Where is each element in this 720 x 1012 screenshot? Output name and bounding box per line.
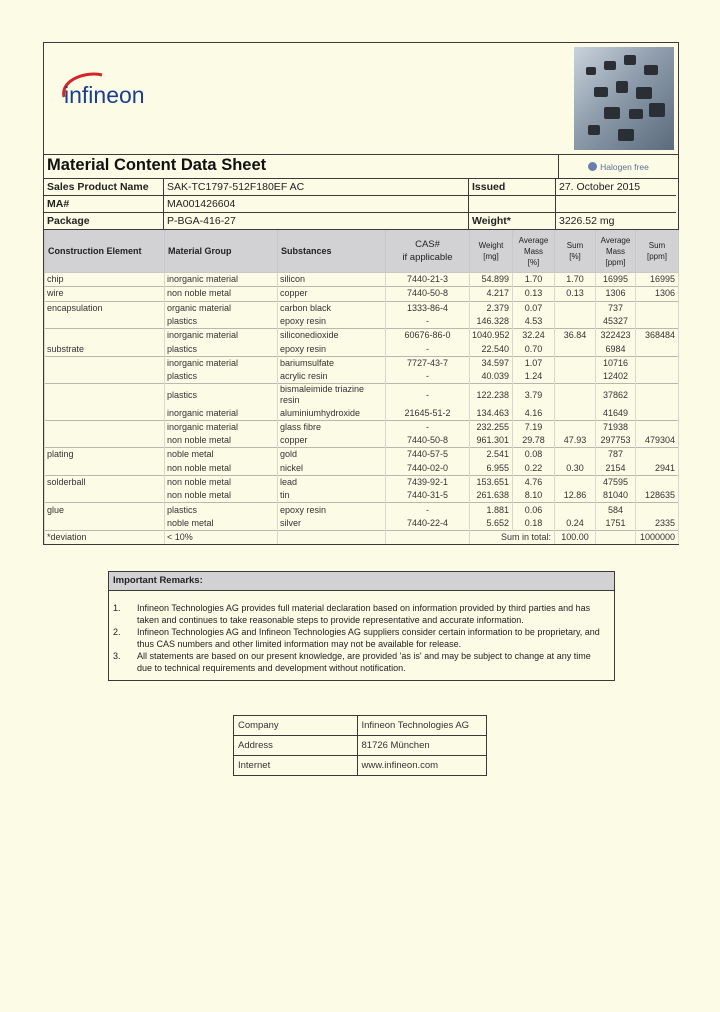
cell-construction-element bbox=[45, 384, 165, 407]
cell-sum-ppm: 16995 bbox=[636, 273, 679, 287]
cell-sum-pct: 47.93 bbox=[555, 434, 596, 448]
cell-average-mass-ppm: 41649 bbox=[596, 406, 636, 420]
cell-construction-element bbox=[45, 356, 165, 370]
cell-weight-mg: 146.328 bbox=[470, 315, 513, 329]
cell-sum-pct bbox=[555, 475, 596, 489]
cell-sum-ppm bbox=[636, 342, 679, 356]
remark-item bbox=[113, 650, 608, 674]
cell-average-mass-ppm: 47595 bbox=[596, 475, 636, 489]
blank-cell bbox=[556, 196, 676, 213]
cell-material-group: plastics bbox=[165, 342, 278, 356]
cell-cas-number: 60676-86-0 bbox=[386, 329, 470, 343]
cell-substance: acrylic resin bbox=[278, 370, 386, 384]
remark-number: 3. bbox=[113, 651, 121, 661]
cell-average-mass-pct: 0.07 bbox=[513, 301, 555, 315]
cell-construction-element bbox=[45, 434, 165, 448]
table-row bbox=[45, 356, 679, 370]
remarks-heading: Important Remarks: bbox=[109, 572, 614, 591]
cell-cas-number: - bbox=[386, 342, 470, 356]
address-label: Address bbox=[234, 736, 357, 756]
cell-weight-mg: 34.597 bbox=[470, 356, 513, 370]
cell-average-mass-ppm: 584 bbox=[596, 503, 636, 517]
table-row bbox=[45, 273, 679, 287]
cell-substance: epoxy resin bbox=[278, 503, 386, 517]
logo-text: infineon bbox=[64, 82, 145, 108]
cell-construction-element bbox=[45, 406, 165, 420]
cell-substance: lead bbox=[278, 475, 386, 489]
cell-material-group: non noble metal bbox=[165, 287, 278, 301]
cell-sum-ppm: 128635 bbox=[636, 489, 679, 503]
cell-substance: nickel bbox=[278, 462, 386, 476]
cell-average-mass-pct: 3.79 bbox=[513, 384, 555, 407]
weight-label: Weight* bbox=[469, 213, 556, 229]
remark-text: All statements are based on our present knowledge, are provided 'as is' and may be subject to change at any time due to technical requirements and development without notification. bbox=[137, 651, 591, 673]
cell-substance: aluminiumhydroxide bbox=[278, 406, 386, 420]
cell-material-group: noble metal bbox=[165, 448, 278, 462]
cell-construction-element: solderball bbox=[45, 475, 165, 489]
table-row bbox=[45, 315, 679, 329]
header bbox=[44, 43, 678, 155]
sum-total-pct: 100.00 bbox=[555, 531, 596, 545]
cell-cas-number: 7440-22-4 bbox=[386, 517, 470, 531]
cell-average-mass-ppm: 2154 bbox=[596, 462, 636, 476]
issued-date: 27. October 2015 bbox=[556, 179, 676, 196]
remark-number: 1. bbox=[113, 603, 121, 613]
cell-weight-mg: 2.379 bbox=[470, 301, 513, 315]
company-info bbox=[233, 715, 487, 776]
company-name: Infineon Technologies AG bbox=[357, 716, 486, 736]
cell-substance: glass fibre bbox=[278, 420, 386, 434]
cell-weight-mg: 22.540 bbox=[470, 342, 513, 356]
remark-item bbox=[113, 626, 608, 650]
cell-weight-mg: 54.899 bbox=[470, 273, 513, 287]
cell-material-group: plastics bbox=[165, 370, 278, 384]
cell-cas-number: 7727-43-7 bbox=[386, 356, 470, 370]
deviation-value: < 10% bbox=[165, 531, 278, 545]
table-footer bbox=[45, 531, 679, 545]
cell-sum-ppm bbox=[636, 356, 679, 370]
cell-construction-element bbox=[45, 489, 165, 503]
cell-average-mass-ppm: 71938 bbox=[596, 420, 636, 434]
table-row bbox=[45, 406, 679, 420]
cell-average-mass-pct: 4.16 bbox=[513, 406, 555, 420]
company-row bbox=[234, 716, 486, 736]
sales-product-name: SAK-TC1797-512F180EF AC bbox=[164, 179, 469, 196]
cell-sum-pct: 0.13 bbox=[555, 287, 596, 301]
cell-average-mass-pct: 7.19 bbox=[513, 420, 555, 434]
cell-weight-mg: 122.238 bbox=[470, 384, 513, 407]
cell-sum-pct bbox=[555, 342, 596, 356]
cell-cas-number: 7440-50-8 bbox=[386, 287, 470, 301]
cell-weight-mg: 5.652 bbox=[470, 517, 513, 531]
cell-cas-number: 7440-21-3 bbox=[386, 273, 470, 287]
cell-construction-element: wire bbox=[45, 287, 165, 301]
cell-average-mass-ppm: 45327 bbox=[596, 315, 636, 329]
cell-material-group: inorganic material bbox=[165, 356, 278, 370]
cell-sum-ppm bbox=[636, 315, 679, 329]
remark-text: Infineon Technologies AG and Infineon Technologies AG suppliers consider certain information to be proprietary, and thus CAS numbers and other limited information may not be available for release. bbox=[137, 627, 600, 649]
title-row bbox=[44, 155, 678, 179]
ma-label: MA# bbox=[44, 196, 164, 213]
cell-material-group: inorganic material bbox=[165, 273, 278, 287]
cell-weight-mg: 261.638 bbox=[470, 489, 513, 503]
cell-average-mass-pct: 8.10 bbox=[513, 489, 555, 503]
cell-sum-ppm: 2941 bbox=[636, 462, 679, 476]
table-body bbox=[45, 273, 679, 531]
cell-average-mass-pct: 0.06 bbox=[513, 503, 555, 517]
remark-text: Infineon Technologies AG provides full material declaration based on information provided by third parties and has taken and continues to take reasonable steps to provide representative and accurate information. bbox=[137, 603, 591, 625]
cell-average-mass-pct: 0.22 bbox=[513, 462, 555, 476]
table-row bbox=[45, 462, 679, 476]
deviation-label: *deviation bbox=[45, 531, 165, 545]
product-info bbox=[44, 179, 678, 230]
cell-sum-pct bbox=[555, 503, 596, 517]
cell-substance: carbon black bbox=[278, 301, 386, 315]
remark-item bbox=[113, 602, 608, 626]
weight-value: 3226.52 mg bbox=[559, 215, 615, 227]
cell-weight-mg: 1040.952 bbox=[470, 329, 513, 343]
cell-material-group: inorganic material bbox=[165, 420, 278, 434]
cell-sum-pct bbox=[555, 448, 596, 462]
cell-average-mass-ppm: 1306 bbox=[596, 287, 636, 301]
cell-weight-mg: 961.301 bbox=[470, 434, 513, 448]
cell-average-mass-pct: 0.13 bbox=[513, 287, 555, 301]
table-row bbox=[45, 448, 679, 462]
cell-cas-number: - bbox=[386, 315, 470, 329]
ma-number: MA001426604 bbox=[164, 196, 469, 213]
col-sum-ppm: Sum [ppm] bbox=[636, 230, 679, 273]
cell-substance: copper bbox=[278, 287, 386, 301]
halogen-free-label: Halogen free bbox=[600, 161, 649, 172]
address-value: 81726 München bbox=[357, 736, 486, 756]
table-row bbox=[45, 329, 679, 343]
cell-weight-mg: 153.651 bbox=[470, 475, 513, 489]
cell-substance: bismaleimide triazine resin bbox=[278, 384, 386, 407]
cell-sum-ppm bbox=[636, 475, 679, 489]
cell-material-group: non noble metal bbox=[165, 434, 278, 448]
cell-construction-element bbox=[45, 370, 165, 384]
cell-sum-ppm: 2335 bbox=[636, 517, 679, 531]
cell-weight-mg: 4.217 bbox=[470, 287, 513, 301]
sum-total-label: Sum in total: bbox=[470, 531, 555, 545]
cell-sum-pct bbox=[555, 301, 596, 315]
col-construction-element: Construction Element bbox=[45, 230, 165, 273]
cell-average-mass-ppm: 6984 bbox=[596, 342, 636, 356]
cell-substance: gold bbox=[278, 448, 386, 462]
sum-total-ppm: 1000000 bbox=[636, 531, 679, 545]
cell-average-mass-ppm: 737 bbox=[596, 301, 636, 315]
cell-average-mass-ppm: 16995 bbox=[596, 273, 636, 287]
cell-average-mass-ppm: 297753 bbox=[596, 434, 636, 448]
cell-construction-element bbox=[45, 315, 165, 329]
col-cas: CAS# if applicable bbox=[386, 230, 470, 273]
cell-cas-number: - bbox=[386, 370, 470, 384]
table-row bbox=[45, 287, 679, 301]
cell-substance: siliconedioxide bbox=[278, 329, 386, 343]
cell-sum-ppm bbox=[636, 384, 679, 407]
remark-number: 2. bbox=[113, 627, 121, 637]
cell-construction-element: glue bbox=[45, 503, 165, 517]
page-title: Material Content Data Sheet bbox=[47, 156, 267, 174]
table-row bbox=[45, 434, 679, 448]
table-row bbox=[45, 301, 679, 315]
cell-construction-element: plating bbox=[45, 448, 165, 462]
cell-weight-mg: 2.541 bbox=[470, 448, 513, 462]
cell-cas-number: - bbox=[386, 503, 470, 517]
cell-material-group: noble metal bbox=[165, 517, 278, 531]
cell-weight-mg: 1.881 bbox=[470, 503, 513, 517]
cell-sum-ppm bbox=[636, 370, 679, 384]
cell-construction-element: chip bbox=[45, 273, 165, 287]
internet-row bbox=[234, 756, 486, 776]
cell-sum-pct bbox=[555, 370, 596, 384]
cell-average-mass-pct: 1.07 bbox=[513, 356, 555, 370]
cell-sum-ppm: 1306 bbox=[636, 287, 679, 301]
cell-substance: silver bbox=[278, 517, 386, 531]
table-row bbox=[45, 503, 679, 517]
cell-sum-pct bbox=[555, 384, 596, 407]
product-image bbox=[574, 47, 674, 150]
cell-material-group: inorganic material bbox=[165, 406, 278, 420]
cell-average-mass-pct: 29.78 bbox=[513, 434, 555, 448]
cell-weight-mg: 40.039 bbox=[470, 370, 513, 384]
cell-sum-ppm bbox=[636, 503, 679, 517]
cell-weight-mg: 134.463 bbox=[470, 406, 513, 420]
table-row bbox=[45, 489, 679, 503]
cell-cas-number: 7439-92-1 bbox=[386, 475, 470, 489]
cell-cas-number: 7440-02-0 bbox=[386, 462, 470, 476]
cell-construction-element bbox=[45, 420, 165, 434]
cell-cas-number: - bbox=[386, 420, 470, 434]
cell-sum-pct: 36.84 bbox=[555, 329, 596, 343]
cell-sum-pct bbox=[555, 356, 596, 370]
cell-construction-element: encapsulation bbox=[45, 301, 165, 315]
cell-average-mass-ppm: 81040 bbox=[596, 489, 636, 503]
blank-cell bbox=[386, 531, 470, 545]
cell-substance: silicon bbox=[278, 273, 386, 287]
issued-label: Issued bbox=[469, 179, 556, 196]
col-sum-pct: Sum [%] bbox=[555, 230, 596, 273]
cell-average-mass-pct: 0.08 bbox=[513, 448, 555, 462]
cell-material-group: plastics bbox=[165, 384, 278, 407]
table-row bbox=[45, 384, 679, 407]
cell-sum-pct bbox=[555, 406, 596, 420]
cell-material-group: inorganic material bbox=[165, 329, 278, 343]
col-average-mass-ppm: Average Mass [ppm] bbox=[596, 230, 636, 273]
cell-sum-ppm: 368484 bbox=[636, 329, 679, 343]
cell-material-group: organic material bbox=[165, 301, 278, 315]
cell-cas-number: - bbox=[386, 384, 470, 407]
cell-sum-pct bbox=[555, 315, 596, 329]
cell-average-mass-ppm: 10716 bbox=[596, 356, 636, 370]
cell-sum-ppm: 479304 bbox=[636, 434, 679, 448]
cell-sum-pct: 12.86 bbox=[555, 489, 596, 503]
cell-sum-pct: 0.24 bbox=[555, 517, 596, 531]
cell-sum-ppm bbox=[636, 301, 679, 315]
cell-average-mass-pct: 4.76 bbox=[513, 475, 555, 489]
cell-sum-pct: 1.70 bbox=[555, 273, 596, 287]
cell-material-group: non noble metal bbox=[165, 489, 278, 503]
cell-substance: copper bbox=[278, 434, 386, 448]
table-row bbox=[45, 517, 679, 531]
cell-cas-number: 21645-51-2 bbox=[386, 406, 470, 420]
internet-label: Internet bbox=[234, 756, 357, 776]
table-row bbox=[45, 420, 679, 434]
infineon-logo bbox=[58, 69, 170, 113]
cell-average-mass-ppm: 37862 bbox=[596, 384, 636, 407]
cell-sum-ppm bbox=[636, 420, 679, 434]
cell-material-group: plastics bbox=[165, 315, 278, 329]
table-row bbox=[45, 370, 679, 384]
internet-link[interactable]: www.infineon.com bbox=[361, 760, 439, 771]
cell-construction-element bbox=[45, 462, 165, 476]
cell-average-mass-pct: 4.53 bbox=[513, 315, 555, 329]
company-label: Company bbox=[234, 716, 357, 736]
cell-average-mass-ppm: 322423 bbox=[596, 329, 636, 343]
table-row bbox=[45, 342, 679, 356]
datasheet bbox=[43, 42, 679, 545]
cell-cas-number: 7440-57-5 bbox=[386, 448, 470, 462]
cell-sum-pct bbox=[555, 420, 596, 434]
package-label: Package bbox=[44, 213, 164, 229]
cell-weight-mg: 6.955 bbox=[470, 462, 513, 476]
halogen-free-badge bbox=[558, 155, 678, 178]
col-material-group: Material Group bbox=[165, 230, 278, 273]
important-remarks bbox=[108, 571, 615, 681]
cell-cas-number: 7440-31-5 bbox=[386, 489, 470, 503]
halogen-free-icon bbox=[588, 162, 597, 171]
cell-average-mass-ppm: 1751 bbox=[596, 517, 636, 531]
package-value: P-BGA-416-27 bbox=[164, 213, 469, 229]
cell-substance: epoxy resin bbox=[278, 315, 386, 329]
col-average-mass-pct: Average Mass [%] bbox=[513, 230, 555, 273]
cell-material-group: non noble metal bbox=[165, 462, 278, 476]
material-table bbox=[44, 230, 679, 544]
cell-sum-pct: 0.30 bbox=[555, 462, 596, 476]
table-header bbox=[45, 230, 679, 273]
cell-substance: bariumsulfate bbox=[278, 356, 386, 370]
cell-substance: epoxy resin bbox=[278, 342, 386, 356]
cell-construction-element: substrate bbox=[45, 342, 165, 356]
blank-cell bbox=[278, 531, 386, 545]
cell-cas-number: 7440-50-8 bbox=[386, 434, 470, 448]
cell-average-mass-ppm: 787 bbox=[596, 448, 636, 462]
blank-cell bbox=[596, 531, 636, 545]
cell-material-group: plastics bbox=[165, 503, 278, 517]
blank-cell bbox=[469, 196, 556, 213]
sales-product-name-label: Sales Product Name bbox=[44, 179, 164, 196]
cell-average-mass-pct: 1.24 bbox=[513, 370, 555, 384]
cell-substance: tin bbox=[278, 489, 386, 503]
col-weight: Weight [mg] bbox=[470, 230, 513, 273]
address-row bbox=[234, 736, 486, 756]
cell-average-mass-pct: 32.24 bbox=[513, 329, 555, 343]
cell-average-mass-pct: 0.70 bbox=[513, 342, 555, 356]
cell-average-mass-pct: 1.70 bbox=[513, 273, 555, 287]
cell-construction-element bbox=[45, 329, 165, 343]
cell-weight-mg: 232.255 bbox=[470, 420, 513, 434]
cell-sum-ppm bbox=[636, 448, 679, 462]
cell-cas-number: 1333-86-4 bbox=[386, 301, 470, 315]
col-substances: Substances bbox=[278, 230, 386, 273]
cell-average-mass-pct: 0.18 bbox=[513, 517, 555, 531]
cell-construction-element bbox=[45, 517, 165, 531]
cell-material-group: non noble metal bbox=[165, 475, 278, 489]
table-row bbox=[45, 475, 679, 489]
cell-average-mass-ppm: 12402 bbox=[596, 370, 636, 384]
remarks-list bbox=[109, 591, 614, 680]
cell-sum-ppm bbox=[636, 406, 679, 420]
